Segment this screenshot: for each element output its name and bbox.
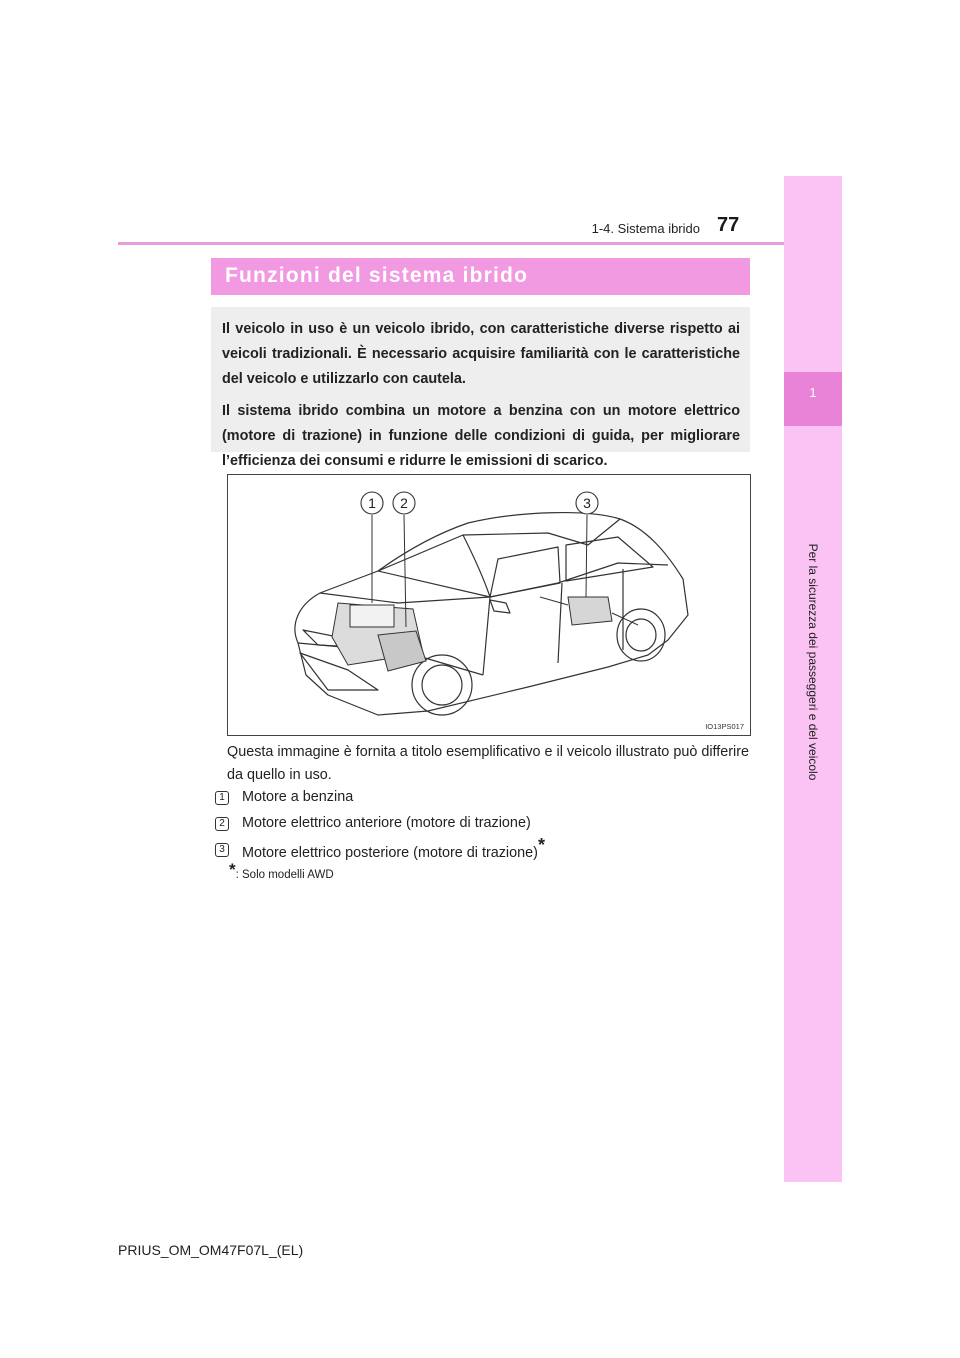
- callout-2-label: 2: [400, 495, 408, 511]
- legend-text-1: Motore a benzina: [242, 789, 354, 805]
- legend-text-3-body: Motore elettrico posteriore (motore di trazione): [242, 845, 538, 861]
- footnote: [229, 860, 334, 883]
- figure-code: IO13PS017: [705, 722, 744, 731]
- intro-box: [211, 307, 750, 469]
- callout-1-label: 1: [368, 495, 376, 511]
- figure-caption: Questa immagine è fornita a titolo esemplificativo e il veicolo illustrato può differire da quello in uso.: [227, 744, 750, 783]
- footnote-text: : Solo modelli AWD: [235, 869, 334, 881]
- legend-number-2: 2: [215, 817, 229, 831]
- section-label: 1-4. Sistema ibrido: [591, 221, 700, 236]
- chapter-title: Per la sicurezza dei passeggeri e del veicolo: [806, 543, 820, 781]
- legend-number-1: 1: [215, 791, 229, 805]
- asterisk-mark: *: [537, 835, 545, 855]
- chapter-number: 1: [809, 385, 817, 400]
- page-title: Funzioni del sistema ibrido: [225, 264, 529, 287]
- header-rule: [118, 242, 784, 245]
- legend-text-3: [242, 835, 545, 862]
- intro-paragraph-2: Il sistema ibrido combina un motore a benzina con un motore elettrico (motore di trazione) in funzione delle condizioni di guida, per migliorare l’efficienza dei consumi e ridurre le emissioni di scarico.: [222, 403, 740, 469]
- page-number: 77: [717, 214, 740, 236]
- intro-paragraph-1: Il veicolo in uso è un veicolo ibrido, con caratteristiche diverse rispetto ai veicoli tradizionali. È necessario acquisire familiarità con le caratteristiche del veicolo e utilizzarlo con cautela.: [222, 321, 740, 387]
- callout-3-label: 3: [583, 495, 591, 511]
- vehicle-illustration: [227, 474, 751, 736]
- car-drawing: [228, 475, 752, 737]
- legend-text-2: Motore elettrico anteriore (motore di trazione): [242, 815, 531, 831]
- title-bar: [211, 258, 750, 295]
- footer-code: PRIUS_OM_OM47F07L_(EL): [118, 1242, 304, 1258]
- footnote-asterisk: *: [229, 860, 236, 879]
- legend-number-3: 3: [215, 843, 229, 857]
